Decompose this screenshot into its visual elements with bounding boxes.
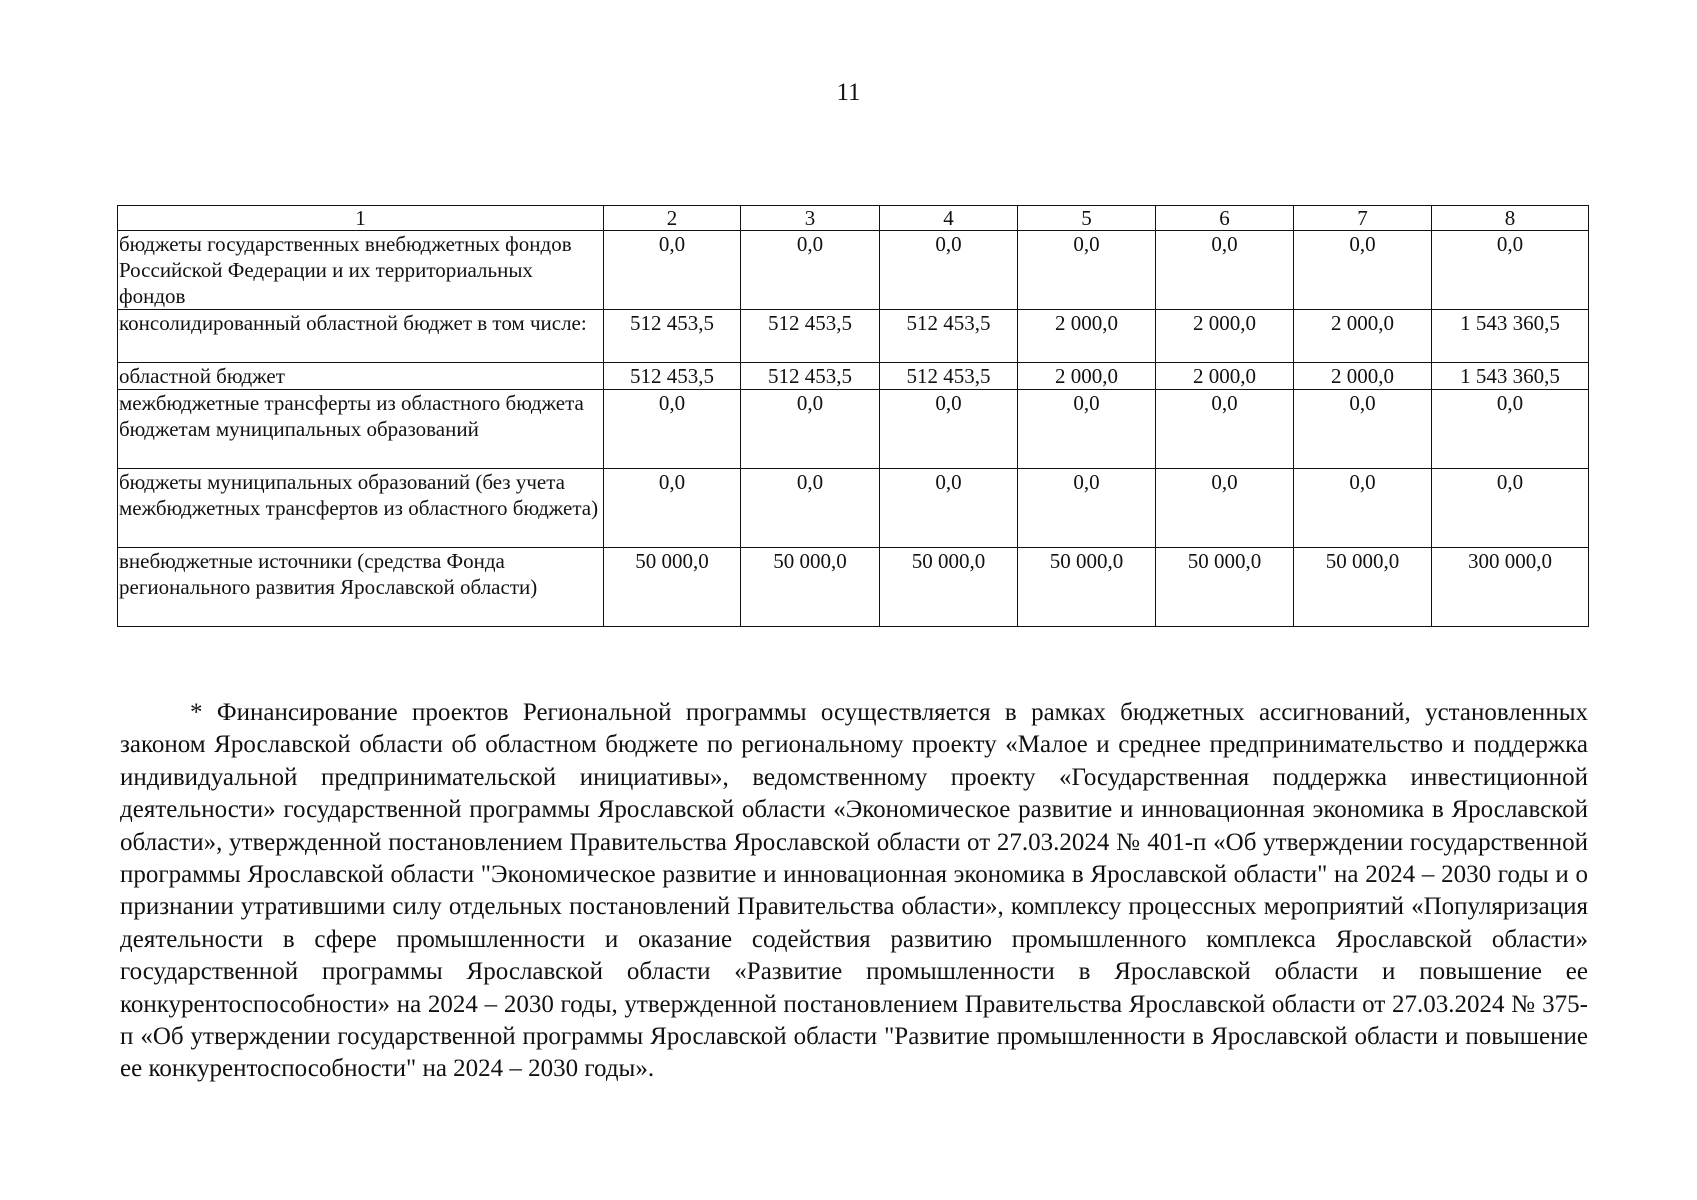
table-cell: 0,0 <box>1018 390 1156 469</box>
table-row <box>118 469 1589 548</box>
table-cell: 0,0 <box>880 231 1018 310</box>
table-header <box>118 206 1589 231</box>
table-cell: 0,0 <box>604 231 741 310</box>
table-cell: 0,0 <box>1294 231 1432 310</box>
column-number-3: 3 <box>741 206 880 231</box>
table-row <box>118 548 1589 627</box>
table-cell: 50 000,0 <box>880 548 1018 627</box>
table-cell: 0,0 <box>1294 469 1432 548</box>
footnote-paragraph: * Финансирование проектов Региональной программы осуществляется в рамках бюджетных ассигнований, установленных законом Ярославской области об областном бюджете по региональному проекту «Малое и среднее предпринимательство и поддержка индивидуальной предпринимательской инициативы», ведомственному проекту «Государственная поддержка инвестиционной деятельности» государственной программы Ярославской области «Экономическое развитие и инновационная экономика в Ярославской области», утвержденной постановлением Правительства Ярославской области от 27.03.2024 № 401-п «Об утверждении государственной программы Ярославской области "Экономическое развитие и инновационная экономика в Ярославской области" на 2024 – 2030 годы и о признании утратившими силу отдельных постановлений Правительства области», комплексу процессных мероприятий «Популяризация деятельности в сфере промышленности и оказание содействия развитию промышленного комплекса Ярославской области» государственной программы Ярославской области «Развитие промышленности в Ярославской области и повышение ее конкурентоспособности» на 2024 – 2030 годы, утвержденной постановлением Правительства Ярославской области от 27.03.2024 № 375-п «Об утверждении государственной программы Ярославской области "Развитие промышленности в Ярославской области и повышение ее конкурентоспособности" на 2024 – 2030 годы». <box>120 699 1588 1083</box>
table-cell: 512 453,5 <box>880 310 1018 363</box>
table-cell: 50 000,0 <box>1156 548 1294 627</box>
table-cell: 2 000,0 <box>1156 363 1294 390</box>
table-cell: 0,0 <box>1432 231 1589 310</box>
table-cell: 2 000,0 <box>1018 363 1156 390</box>
table-cell: 512 453,5 <box>741 363 880 390</box>
column-number-5: 5 <box>1018 206 1156 231</box>
table-row <box>118 363 1589 390</box>
table-cell: 0,0 <box>1018 231 1156 310</box>
table-cell: 0,0 <box>880 469 1018 548</box>
row-label: областной бюджет <box>118 363 604 390</box>
row-label: консолидированный областной бюджет в том числе: <box>118 310 604 363</box>
table-cell: 0,0 <box>741 231 880 310</box>
row-label: межбюджетные трансферты из областного бюджета бюджетам муниципальных образований <box>118 390 604 469</box>
table-row <box>118 310 1589 363</box>
table-cell: 50 000,0 <box>604 548 741 627</box>
table-cell: 0,0 <box>741 390 880 469</box>
column-number-8: 8 <box>1432 206 1589 231</box>
table-body <box>118 231 1589 627</box>
financing-table <box>117 205 1589 627</box>
table-cell: 2 000,0 <box>1294 310 1432 363</box>
table-cell: 50 000,0 <box>1018 548 1156 627</box>
table-cell: 50 000,0 <box>1294 548 1432 627</box>
table-cell: 0,0 <box>1294 390 1432 469</box>
table-cell: 0,0 <box>1156 231 1294 310</box>
table-cell: 0,0 <box>1156 390 1294 469</box>
table-cell: 512 453,5 <box>880 363 1018 390</box>
table-cell: 512 453,5 <box>604 310 741 363</box>
table-cell: 0,0 <box>604 390 741 469</box>
table-cell: 512 453,5 <box>741 310 880 363</box>
table-cell: 0,0 <box>1156 469 1294 548</box>
table-cell: 2 000,0 <box>1156 310 1294 363</box>
table-cell: 1 543 360,5 <box>1432 310 1589 363</box>
table-cell: 0,0 <box>741 469 880 548</box>
table-cell: 0,0 <box>1432 390 1589 469</box>
table-cell: 2 000,0 <box>1018 310 1156 363</box>
column-number-6: 6 <box>1156 206 1294 231</box>
table-cell: 0,0 <box>1018 469 1156 548</box>
table-cell: 1 543 360,5 <box>1432 363 1589 390</box>
table-row <box>118 390 1589 469</box>
column-number-4: 4 <box>880 206 1018 231</box>
header-row <box>118 206 1589 231</box>
row-label: бюджеты государственных внебюджетных фондов Российской Федерации и их территориальных фондов <box>118 231 604 310</box>
column-number-1: 1 <box>118 206 604 231</box>
column-number-7: 7 <box>1294 206 1432 231</box>
table-row <box>118 231 1589 310</box>
table-cell: 0,0 <box>1432 469 1589 548</box>
table-cell: 50 000,0 <box>741 548 880 627</box>
table-cell: 0,0 <box>604 469 741 548</box>
row-label: внебюджетные источники (средства Фонда регионального развития Ярославской области) <box>118 548 604 627</box>
table-cell: 2 000,0 <box>1294 363 1432 390</box>
table-cell: 0,0 <box>880 390 1018 469</box>
column-number-2: 2 <box>604 206 741 231</box>
table-cell: 300 000,0 <box>1432 548 1589 627</box>
table-cell: 512 453,5 <box>604 363 741 390</box>
row-label: бюджеты муниципальных образований (без учета межбюджетных трансфертов из областного бюджета) <box>118 469 604 548</box>
page-number: 11 <box>836 79 861 106</box>
